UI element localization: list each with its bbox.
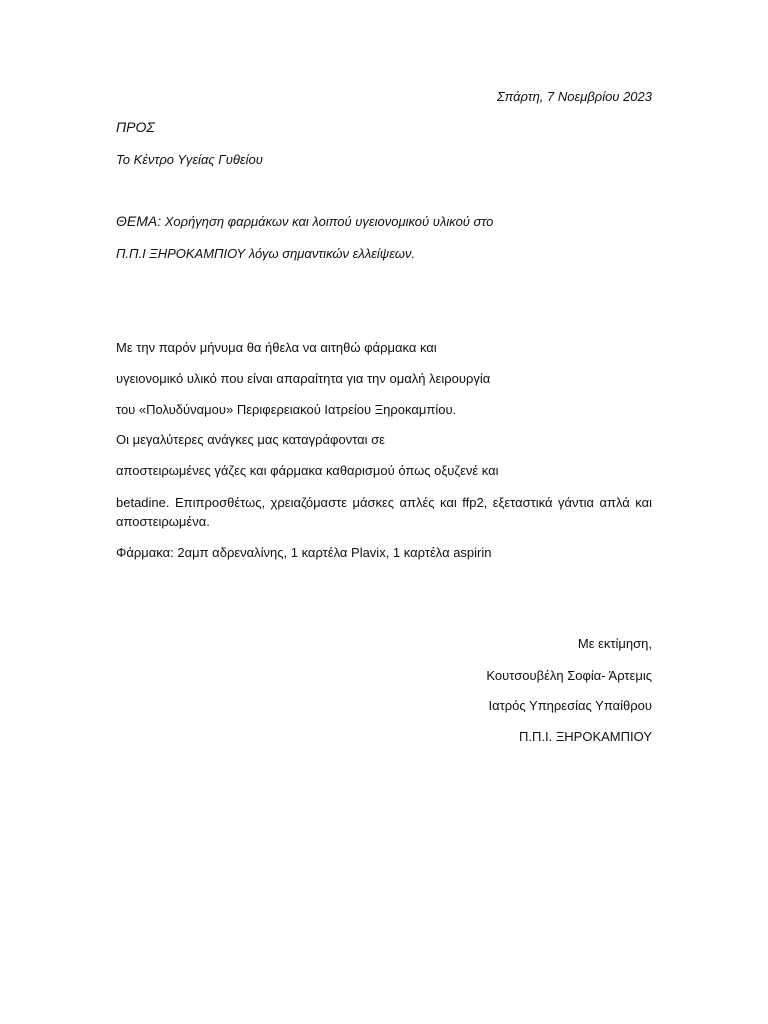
subject-line-1 bbox=[116, 213, 652, 230]
recipient: Το Κέντρο Υγείας Γυθείου bbox=[116, 152, 263, 167]
signer-name: Κουτσουβέλη Σοφία- Άρτεμις bbox=[486, 668, 652, 683]
body-paragraph-line: αποστειρωμένες γάζες και φάρμακα καθαρισμού όπως οξυζενέ και bbox=[116, 463, 499, 478]
body-paragraph-line: Με την παρόν μήνυμα θα ήθελα να αιτηθώ φάρμακα και bbox=[116, 340, 437, 355]
signer-title: Ιατρός Υπηρεσίας Υπαίθρου bbox=[488, 698, 652, 713]
body-paragraph-line: Οι μεγαλύτερες ανάγκες μας καταγράφονται σε bbox=[116, 432, 385, 447]
letter-date: Σπάρτη, 7 Νοεμβρίου 2023 bbox=[496, 89, 652, 104]
medications-line: Φάρμακα: 2αμπ αδρεναλίνης, 1 καρτέλα Plavix, 1 καρτέλα aspirin bbox=[116, 545, 492, 560]
body-paragraph-line: υγειονομικό υλικό που είναι απαραίτητα για την ομαλή λειρουργία bbox=[116, 371, 491, 386]
subject-text-1: Χορήγηση φαρμάκων και λοιπού υγειονομικού υλικού στο bbox=[161, 214, 494, 229]
signer-office: Π.Π.Ι. ΞΗΡΟΚΑΜΠΙΟΥ bbox=[519, 729, 652, 744]
body-paragraph-line: του «Πολυδύναμου» Περιφερειακού Ιατρείου Ξηροκαμπίου. bbox=[116, 402, 457, 417]
subject-label: ΘΕΜΑ: bbox=[116, 213, 162, 229]
subject-line-2: Π.Π.Ι ΞΗΡΟΚΑΜΠΙΟΥ λόγω σημαντικών ελλείψεων. bbox=[116, 246, 416, 261]
to-label: ΠΡΟΣ bbox=[116, 119, 155, 135]
closing: Με εκτίμηση, bbox=[577, 636, 652, 651]
body-paragraph-line: betadine. Επιπροσθέτως, χρειαζόμαστε μάσκες απλές και ffp2, εξεταστικά γάντια απλά και αποστειρωμένα. bbox=[116, 495, 652, 529]
